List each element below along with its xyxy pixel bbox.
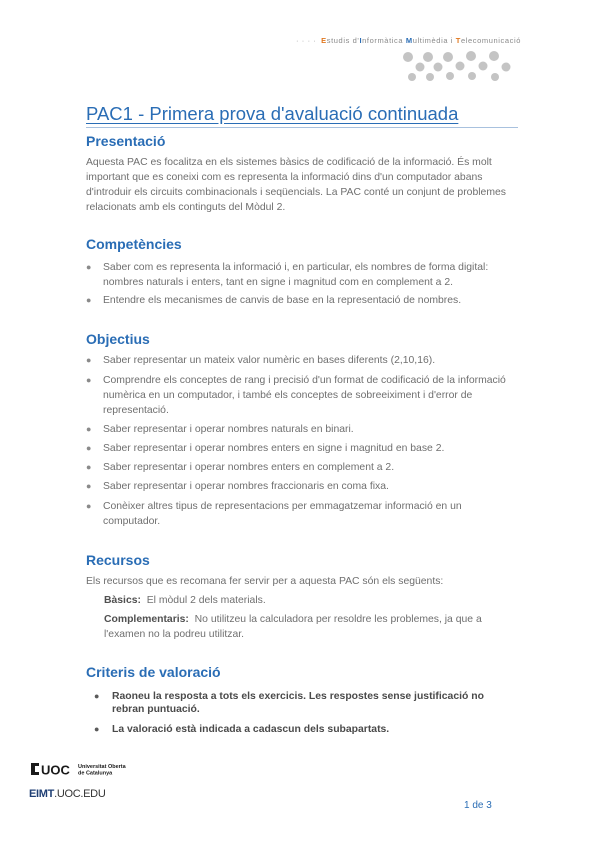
competencies-list-item — [86, 293, 518, 308]
complementaris-label: Complementaris: — [104, 614, 189, 625]
bullet-icon: ● — [86, 462, 92, 472]
list-item-text: Comprendre els conceptes de rang i precisió d'un format de codificació de la informació numèrica en un computador, i també els conceptes de sobreeiximent i d'error de representació. — [103, 375, 506, 416]
objectius-list-item — [86, 460, 518, 475]
bullet-icon: ● — [86, 262, 92, 272]
list-item-text: Entendre els mecanismes de canvis de base en la representació de nombres. — [103, 295, 462, 306]
recursos-intro: Els recursos que es recomana fer servir per a aquesta PAC són els següents: — [86, 576, 444, 587]
objectius-list-item — [86, 353, 518, 368]
page-number: 1 de 3 — [464, 800, 492, 811]
bullet-icon: ● — [86, 481, 92, 491]
bullet-icon: ● — [86, 375, 92, 385]
objectius-list-item — [86, 441, 518, 456]
criteris-list-item — [94, 723, 518, 736]
eimt-bold: EIMT — [29, 788, 55, 800]
header-initial-t: T — [455, 36, 461, 45]
complementaris-text: No utilitzeu la calculadora per resoldre les problemes, ja que a l'examen no la podreu utilitzar. — [104, 614, 482, 640]
header-text-m: ultimèdia i — [412, 36, 456, 45]
header-text-t: elecomunicació — [460, 36, 522, 45]
bullet-icon: ● — [86, 501, 92, 511]
header-initial-m: M — [405, 36, 413, 45]
presentacio-paragraph: Aquesta PAC es focalitza en els sistemes bàsics de codificació de la informació. És molt important que es coneixi com es representa la informació dins d'un computador abans d'introduir els circuits combinacionals i seqüencials. La PAC conté un conjunt de problemes relacionats amb els continguts del Mòdul 2. — [86, 157, 506, 213]
criteris-list-item — [94, 690, 518, 716]
bullet-icon: ● — [86, 424, 92, 434]
objectius-list-item — [86, 479, 518, 494]
competencies-list-item — [86, 260, 518, 290]
bullet-icon: ● — [94, 724, 100, 734]
objectius-list-item — [86, 422, 518, 437]
list-item-text: Conèixer altres tipus de representacions per emmagatzemar informació en un computador. — [103, 501, 462, 527]
bullet-icon: ● — [86, 355, 92, 365]
objectius-list-item — [86, 373, 518, 418]
list-item-text: Saber representar i operar nombres fraccionaris en coma fixa. — [103, 481, 389, 492]
uoc-logo-icon — [30, 760, 140, 778]
uoc-logo-line1: Universitat Oberta — [78, 764, 126, 770]
basics-text: El mòdul 2 dels materials. — [146, 595, 266, 606]
title-underline-divider — [86, 127, 518, 128]
uoc-logo-line2: de Catalunya — [78, 770, 113, 777]
bullet-icon: ● — [86, 443, 92, 453]
list-item-text: Saber representar i operar nombres enters en signe i magnitud en base 2. — [103, 443, 445, 454]
list-item-text: Saber com es representa la informació i, en particular, els nombres de forma digital: nombres naturals i enters, tant en signe i magnitud com en complement a 2. — [103, 262, 489, 288]
bullet-icon: ● — [86, 295, 92, 305]
uoc-logo-mark: UOC — [41, 762, 70, 778]
header-initial-i: I — [359, 36, 363, 45]
eimt-logo — [29, 788, 105, 800]
header-initial-e: E — [321, 36, 327, 45]
recursos-complementaris — [104, 612, 518, 642]
school-header — [296, 36, 522, 45]
list-item-text: La valoració està indicada a cadascun dels subapartats. — [112, 724, 390, 735]
objectius-list-item — [86, 499, 518, 529]
list-item-text: Saber representar i operar nombres enters en complement a 2. — [103, 462, 395, 473]
list-item-text: Saber representar un mateix valor numèric en bases diferents (2,10,16). — [103, 355, 436, 366]
list-item-text: Raoneu la resposta a tots els exercicis. Les respostes sense justificació no rebran puntuació. — [112, 691, 484, 715]
header-text-i: nformàtica — [362, 36, 406, 45]
heading-criteris: Criteris de valoració — [86, 664, 221, 680]
header-text-e: studis d' — [326, 36, 360, 45]
list-item-text: Saber representar i operar nombres naturals en binari. — [103, 424, 354, 435]
heading-presentacio: Presentació — [86, 133, 166, 149]
heading-competencies: Competències — [86, 236, 182, 252]
bullet-icon: ● — [94, 691, 100, 701]
dots-logo-icon — [398, 48, 516, 84]
eimt-domain: .UOC.EDU — [54, 788, 106, 800]
header-dots: · · · · — [296, 36, 317, 45]
document-title: PAC1 - Primera prova d'avaluació continuada — [86, 103, 459, 124]
recursos-basics — [104, 593, 518, 608]
basics-label: Bàsics: — [104, 595, 141, 606]
heading-recursos: Recursos — [86, 552, 150, 568]
heading-objectius: Objectius — [86, 331, 150, 347]
